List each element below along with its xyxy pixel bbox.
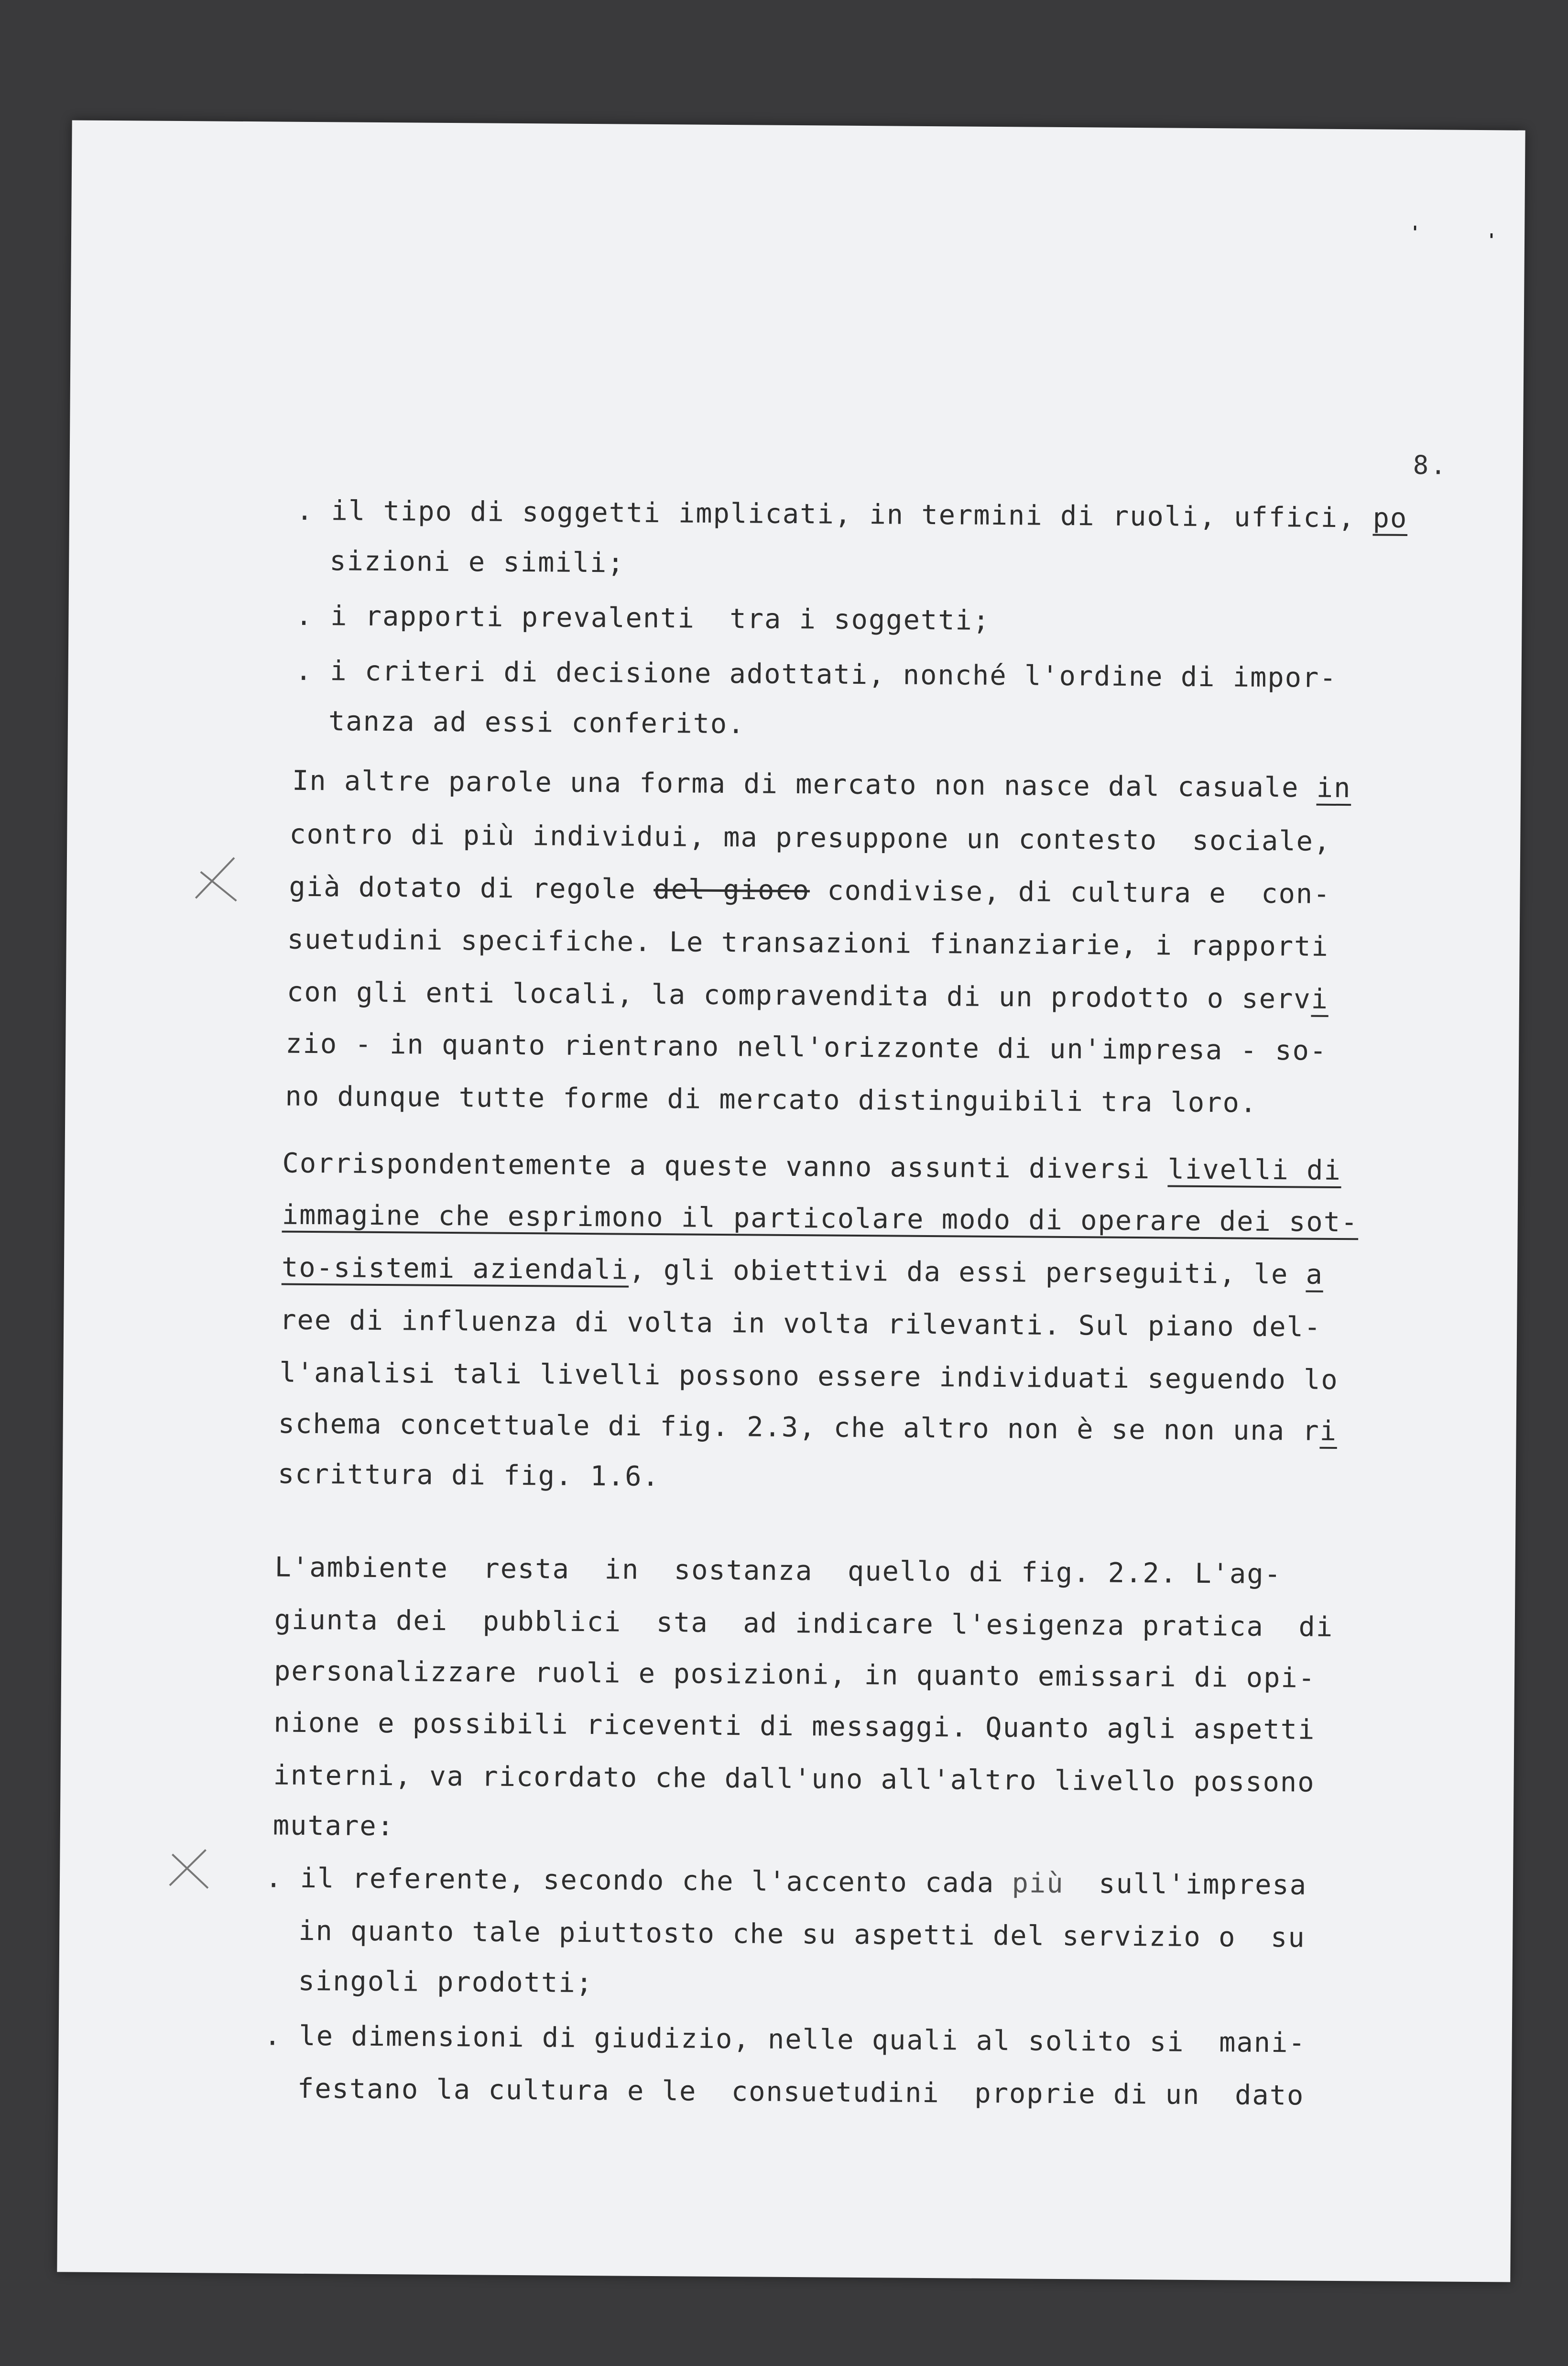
x-mark-icon bbox=[188, 853, 241, 906]
bullet-line: . il tipo di soggetti implicati, in termini di ruoli, uffici, po bbox=[296, 494, 1408, 534]
paragraph-line: interni, va ricordato che dall'uno all'altro livello possono bbox=[273, 1759, 1315, 1798]
page-number: 8. bbox=[1413, 450, 1448, 481]
document-page bbox=[57, 120, 1525, 2282]
paragraph-line: suetudini specifiche. Le transazioni finanziarie, i rapporti bbox=[287, 923, 1329, 963]
bullet-line: . il referente, secondo che l'accento cada più sull'impresa bbox=[265, 1862, 1307, 1901]
paragraph-line: scrittura di fig. 1.6. bbox=[277, 1458, 660, 1493]
x-mark-icon bbox=[163, 1842, 216, 1895]
paragraph-line: In altre parole una forma di mercato non nasce dal casuale in bbox=[292, 765, 1351, 804]
paragraph-line: contro di più individui, ma presuppone un contesto sociale, bbox=[289, 818, 1331, 857]
bullet-line: festano la cultura e le consuetudini proprie di un dato bbox=[297, 2072, 1305, 2112]
ink-speck: ' bbox=[1410, 222, 1421, 243]
paragraph-line: to-sistemi aziendali, gli obiettivi da essi perseguiti, le a bbox=[281, 1251, 1324, 1291]
bullet-line: tanza ad essi conferito. bbox=[328, 705, 745, 740]
paragraph-line: schema concettuale di fig. 2.3, che altro non è se non una ri bbox=[278, 1408, 1338, 1447]
paragraph-line: zio - in quanto rientrano nell'orizzonte di un'impresa - so- bbox=[285, 1028, 1328, 1067]
bullet-line: sizioni e simili; bbox=[329, 545, 625, 579]
paragraph-line: Corrispondentemente a queste vanno assunti diversi livelli di bbox=[282, 1147, 1342, 1187]
paragraph-line: no dunque tutte forme di mercato distinguibili tra loro. bbox=[285, 1080, 1258, 1119]
paragraph-line: immagine che esprimono il particolare modo di operare dei sot- bbox=[282, 1199, 1359, 1238]
smudged-word: più bbox=[1012, 1867, 1064, 1900]
paragraph-line: giunta dei pubblici sta ad indicare l'esigenza pratica di bbox=[274, 1604, 1334, 1643]
bullet-line: . le dimensioni di giudizio, nelle quali al solito si mani- bbox=[264, 2020, 1306, 2059]
paragraph-line: mutare: bbox=[272, 1809, 395, 1842]
struck-text: del gioco bbox=[653, 873, 810, 907]
bullet-line: . i criteri di decisione adottati, nonché l'ordine di impor- bbox=[295, 655, 1337, 694]
paragraph-line: l'analisi tali livelli possono essere individuati seguendo lo bbox=[279, 1357, 1339, 1396]
bullet-line: . i rapporti prevalenti tra i soggetti; bbox=[295, 600, 991, 636]
paragraph-line: L'ambiente resta in sostanza quello di fig. 2.2. L'ag- bbox=[274, 1551, 1282, 1590]
paragraph-line: personalizzare ruoli e posizioni, in quanto emissari di opi- bbox=[273, 1655, 1316, 1694]
paragraph-line: già dotato di regole del gioco condivise, di cultura e con- bbox=[289, 871, 1331, 910]
bullet-line: singoli prodotti; bbox=[298, 1965, 594, 1999]
ink-speck: ' bbox=[1486, 230, 1497, 251]
paragraph-line: nione e possibili riceventi di messaggi. Quanto agli aspetti bbox=[273, 1707, 1316, 1746]
bullet-line: in quanto tale piuttosto che su aspetti del servizio o su bbox=[298, 1915, 1306, 1954]
paragraph-line: ree di influenza di volta in volta rilevanti. Sul piano del- bbox=[280, 1304, 1322, 1343]
paragraph-line: con gli enti locali, la compravendita di un prodotto o servi bbox=[286, 976, 1329, 1015]
